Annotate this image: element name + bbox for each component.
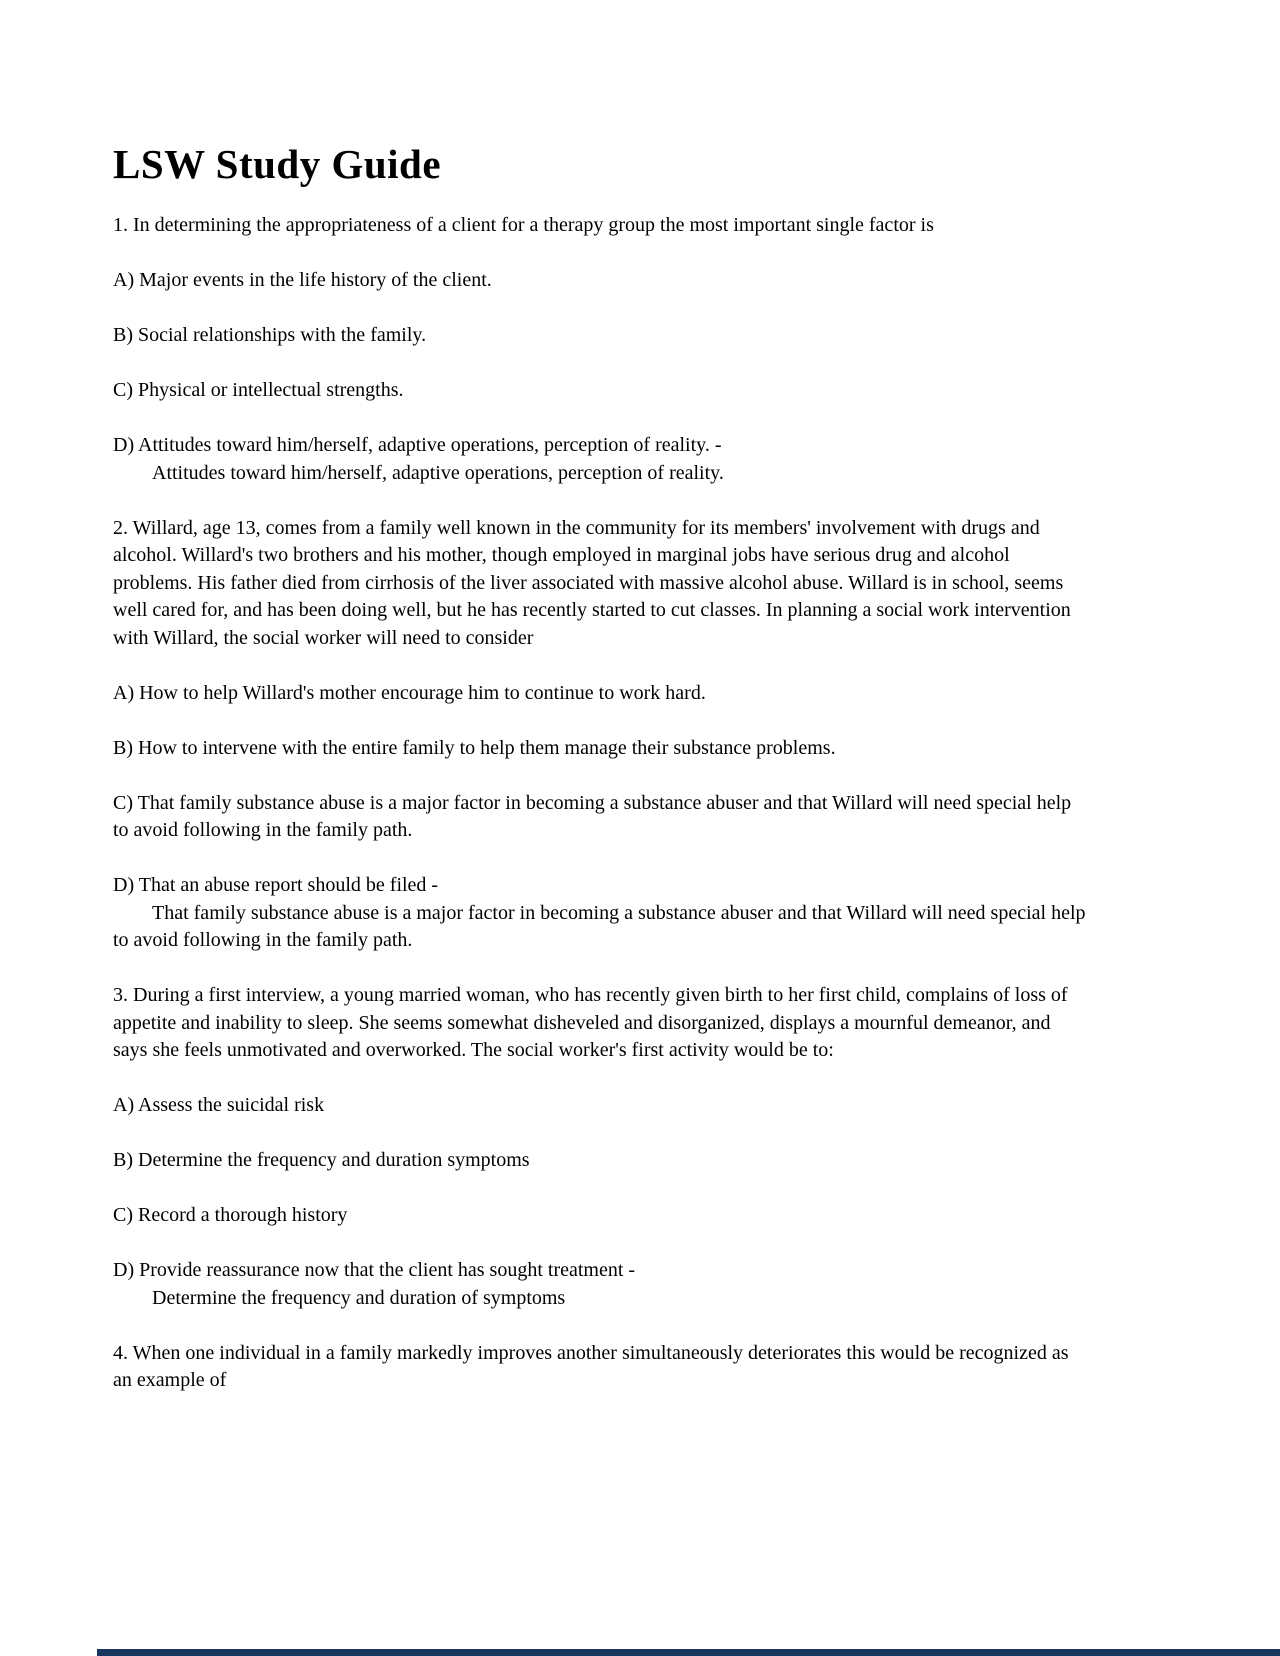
question-text: 3. During a first interview, a young married woman, who has recently given birth to her first child, complains of loss of appetite and inability to sleep. She seems somewhat disheveled and disorganized, displays a mournful demeanor, and says she feels unmotivated and overworked. The social worker's first activity would be to:	[113, 984, 1068, 1061]
correct-answer: That family substance abuse is a major factor in becoming a substance abuser and that Willard will need special help to avoid following in the family path.	[113, 901, 1086, 951]
option-b: B) Social relationships with the family.	[113, 324, 427, 346]
question-text: 4. When one individual in a family markedly improves another simultaneously deteriorates this would be recognized as an example of	[113, 1341, 1069, 1391]
option-d-with-answer	[113, 432, 1087, 487]
option-c: C) Record a thorough history	[113, 1204, 348, 1226]
option-d-text: D) Attitudes toward him/herself, adaptive operations, perception of reality. -	[113, 434, 722, 456]
option-b: B) How to intervene with the entire family to help them manage their substance problems.	[113, 736, 836, 759]
question-text: 1. In determining the appropriateness of a client for a therapy group the most important single factor is	[113, 214, 934, 236]
option-a: A) How to help Willard's mother encourage him to continue to work hard.	[113, 681, 706, 704]
question-block-1	[113, 212, 1087, 487]
correct-answer: Attitudes toward him/herself, adaptive operations, perception of reality.	[152, 461, 724, 484]
question-text: 2. Willard, age 13, comes from a family well known in the community for its members' involvement with drugs and alcohol. Willard's two brothers and his mother, though employed in marginal jobs have serious drug and alcohol problems. His father died from cirrhosis of the liver associated with massive alcohol abuse. Willard is in school, seems well cared for, and has been doing well, but he has recently started to cut classes. In planning a social work intervention with Willard, the social worker will need to consider	[113, 516, 1071, 649]
page-title: LSW Study Guide	[113, 141, 442, 187]
question-block-4	[113, 1340, 1087, 1395]
footer-bar	[97, 1649, 1280, 1656]
question-block-2	[113, 515, 1087, 955]
option-a: A) Major events in the life history of the client.	[113, 269, 492, 291]
correct-answer: Determine the frequency and duration of symptoms	[152, 1286, 566, 1309]
option-c: C) Physical or intellectual strengths.	[113, 379, 404, 401]
option-d-with-answer	[113, 1257, 1087, 1312]
option-b: B) Determine the frequency and duration symptoms	[113, 1149, 530, 1171]
option-d-text: D) That an abuse report should be filed -	[113, 874, 439, 896]
question-block-3	[113, 982, 1087, 1312]
option-c: C) That family substance abuse is a major factor in becoming a substance abuser and that Willard will need special help to avoid following in the family path.	[113, 791, 1072, 841]
option-a: A) Assess the suicidal risk	[113, 1094, 325, 1116]
option-d-with-answer	[113, 872, 1087, 955]
option-d-text: D) Provide reassurance now that the client has sought treatment -	[113, 1259, 636, 1281]
